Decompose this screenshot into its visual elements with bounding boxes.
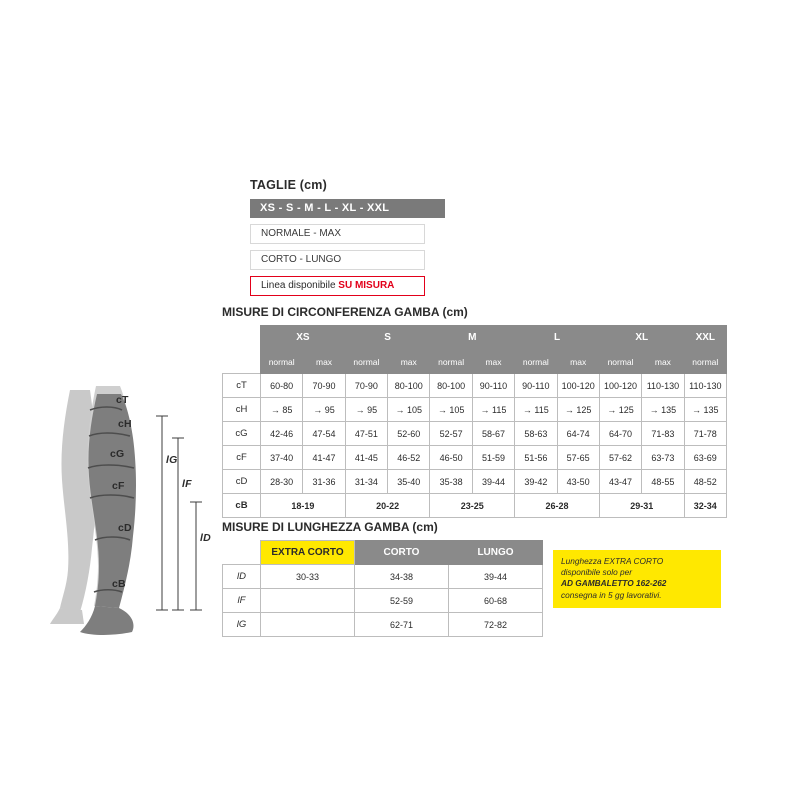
note-line-1: Lunghezza EXTRA CORTO (561, 556, 664, 566)
cell: 46-52 (388, 446, 430, 470)
cell: → 125 (557, 398, 599, 422)
subheader-5: max (472, 350, 514, 374)
header-size-xxl: XXL (684, 326, 726, 350)
row-label-lf-text: lF (237, 595, 246, 606)
label-ch: cH (118, 418, 132, 430)
cell: 90-110 (472, 374, 514, 398)
su-misura-strong: SU MISURA (338, 280, 395, 291)
cell: 64-74 (557, 422, 599, 446)
header-lungo: LUNGO (449, 541, 543, 565)
stocking-foot-shape (80, 606, 133, 635)
cell: 63-73 (642, 446, 684, 470)
label-lg: lG (166, 454, 178, 466)
cell: 110-130 (684, 374, 726, 398)
cell: 18-19 (261, 494, 346, 518)
length-corner-cell (223, 541, 261, 565)
cell: 52-57 (430, 422, 472, 446)
leg-diagram-svg (40, 380, 250, 650)
corto-lungo-chip: CORTO - LUNGO (250, 250, 425, 270)
cell: 43-47 (599, 470, 641, 494)
cell: 80-100 (388, 374, 430, 398)
label-ld: lD (200, 532, 211, 544)
table-row (223, 613, 543, 637)
circumference-table-block (222, 305, 727, 518)
note-line-2: disponibile solo per (561, 567, 633, 578)
row-label-lg-text: lG (236, 619, 247, 630)
cell: → 95 (303, 398, 345, 422)
sizes-block (250, 178, 720, 296)
cell: 60-68 (449, 589, 543, 613)
cell: 80-100 (430, 374, 472, 398)
header-size-l: L (515, 326, 600, 350)
cell: 34-38 (355, 565, 449, 589)
label-cg: cG (110, 448, 125, 460)
row-label-lf (223, 589, 261, 613)
label-cd: cD (118, 522, 132, 534)
cell: 58-67 (472, 422, 514, 446)
cell: 70-90 (303, 374, 345, 398)
row-label-lg (223, 613, 261, 637)
cell: 57-62 (599, 446, 641, 470)
table-header-sub (223, 350, 727, 374)
su-misura-chip (250, 276, 425, 296)
subheader-3: max (388, 350, 430, 374)
length-table-block (222, 520, 542, 637)
row-label-ct: cT (223, 374, 261, 398)
cell: 58-63 (515, 422, 557, 446)
cell: → 115 (515, 398, 557, 422)
sizes-title: TAGLIE (cm) (250, 178, 327, 192)
cell: 43-50 (557, 470, 599, 494)
header-corto: CORTO (355, 541, 449, 565)
cell (261, 613, 355, 637)
row-label-cg: cG (223, 422, 261, 446)
sizes-chip: XS - S - M - L - XL - XXL (250, 199, 445, 218)
note-line-4: consegna in 5 gg lavorativi. (561, 589, 662, 600)
cell: 31-34 (345, 470, 387, 494)
cell: 64-70 (599, 422, 641, 446)
subheader-1: max (303, 350, 345, 374)
cell: 30-33 (261, 565, 355, 589)
cell: 47-51 (345, 422, 387, 446)
subheader-6: normal (515, 350, 557, 374)
cell: → 125 (599, 398, 641, 422)
subheader-7: max (557, 350, 599, 374)
cell: 48-52 (684, 470, 726, 494)
cell: 52-59 (355, 589, 449, 613)
length-scale-group (156, 416, 202, 610)
cell: 46-50 (430, 446, 472, 470)
table-row (223, 374, 727, 398)
cell: → 115 (472, 398, 514, 422)
table-row (223, 565, 543, 589)
cell: 35-38 (430, 470, 472, 494)
label-cb: cB (112, 578, 126, 590)
table-row (223, 446, 727, 470)
cell: 100-120 (557, 374, 599, 398)
label-lf: lF (182, 478, 192, 490)
row-label-ld (223, 565, 261, 589)
cell: 39-44 (449, 565, 543, 589)
cell: 39-42 (515, 470, 557, 494)
header-size-m: M (430, 326, 515, 350)
cell: 41-45 (345, 446, 387, 470)
cell: 23-25 (430, 494, 515, 518)
cell: 72-82 (449, 613, 543, 637)
header-size-xs: XS (261, 326, 346, 350)
cell: 90-110 (515, 374, 557, 398)
normale-max-chip: NORMALE - MAX (250, 224, 425, 244)
cell: → 105 (430, 398, 472, 422)
subheader-4: normal (430, 350, 472, 374)
cell: 39-44 (472, 470, 514, 494)
subheader-9: max (642, 350, 684, 374)
header-extra-corto: EXTRA CORTO (261, 541, 355, 565)
cell: 29-31 (599, 494, 684, 518)
cell: → 135 (684, 398, 726, 422)
cell: 51-56 (515, 446, 557, 470)
row-label-cd: cD (223, 470, 261, 494)
cell: 28-30 (261, 470, 303, 494)
cell: 37-40 (261, 446, 303, 470)
cell: 70-90 (345, 374, 387, 398)
corner-cell (223, 326, 261, 350)
cell: 71-78 (684, 422, 726, 446)
length-header-row (223, 541, 543, 565)
cell: 100-120 (599, 374, 641, 398)
length-title: MISURE DI LUNGHEZZA GAMBA (cm) (222, 520, 438, 534)
table-row (223, 422, 727, 446)
subheader-2: normal (345, 350, 387, 374)
label-cf: cF (112, 480, 125, 492)
cell: 52-60 (388, 422, 430, 446)
row-label-cf: cF (223, 446, 261, 470)
row-label-cb: cB (223, 494, 261, 518)
cell: 41-47 (303, 446, 345, 470)
table-header-sizes (223, 326, 727, 350)
table-row (223, 470, 727, 494)
subheader-0: normal (261, 350, 303, 374)
cell: → 135 (642, 398, 684, 422)
cell: → 85 (261, 398, 303, 422)
cell (261, 589, 355, 613)
cell: 26-28 (515, 494, 600, 518)
length-table (222, 540, 543, 637)
cell: → 105 (388, 398, 430, 422)
cell: 35-40 (388, 470, 430, 494)
cell: 31-36 (303, 470, 345, 494)
cell: 32-34 (684, 494, 726, 518)
cell: 48-55 (642, 470, 684, 494)
back-foot-shape (50, 608, 84, 624)
cell: 57-65 (557, 446, 599, 470)
table-row (223, 398, 727, 422)
cell: 110-130 (642, 374, 684, 398)
table-row (223, 589, 543, 613)
header-size-s: S (345, 326, 430, 350)
leg-illustration (40, 380, 250, 650)
cell: 47-54 (303, 422, 345, 446)
cell: 62-71 (355, 613, 449, 637)
note-line-3: AD GAMBALETTO 162-262 (561, 578, 667, 589)
corner-cell-2 (223, 350, 261, 374)
label-ct: cT (116, 394, 129, 406)
subheader-10: normal (684, 350, 726, 374)
row-label-ld-text: lD (237, 571, 246, 582)
cell: → 95 (345, 398, 387, 422)
cell: 63-69 (684, 446, 726, 470)
circumference-title: MISURE DI CIRCONFERENZA GAMBA (cm) (222, 305, 468, 319)
cell: 42-46 (261, 422, 303, 446)
su-misura-prefix: Linea disponibile (261, 280, 339, 291)
extra-corto-note (553, 550, 721, 608)
cell: 60-80 (261, 374, 303, 398)
row-label-ch: cH (223, 398, 261, 422)
cell: 20-22 (345, 494, 430, 518)
cell: 71-83 (642, 422, 684, 446)
header-size-xl: XL (599, 326, 684, 350)
subheader-8: normal (599, 350, 641, 374)
circumference-table (222, 325, 727, 518)
table-row (223, 494, 727, 518)
cell: 51-59 (472, 446, 514, 470)
